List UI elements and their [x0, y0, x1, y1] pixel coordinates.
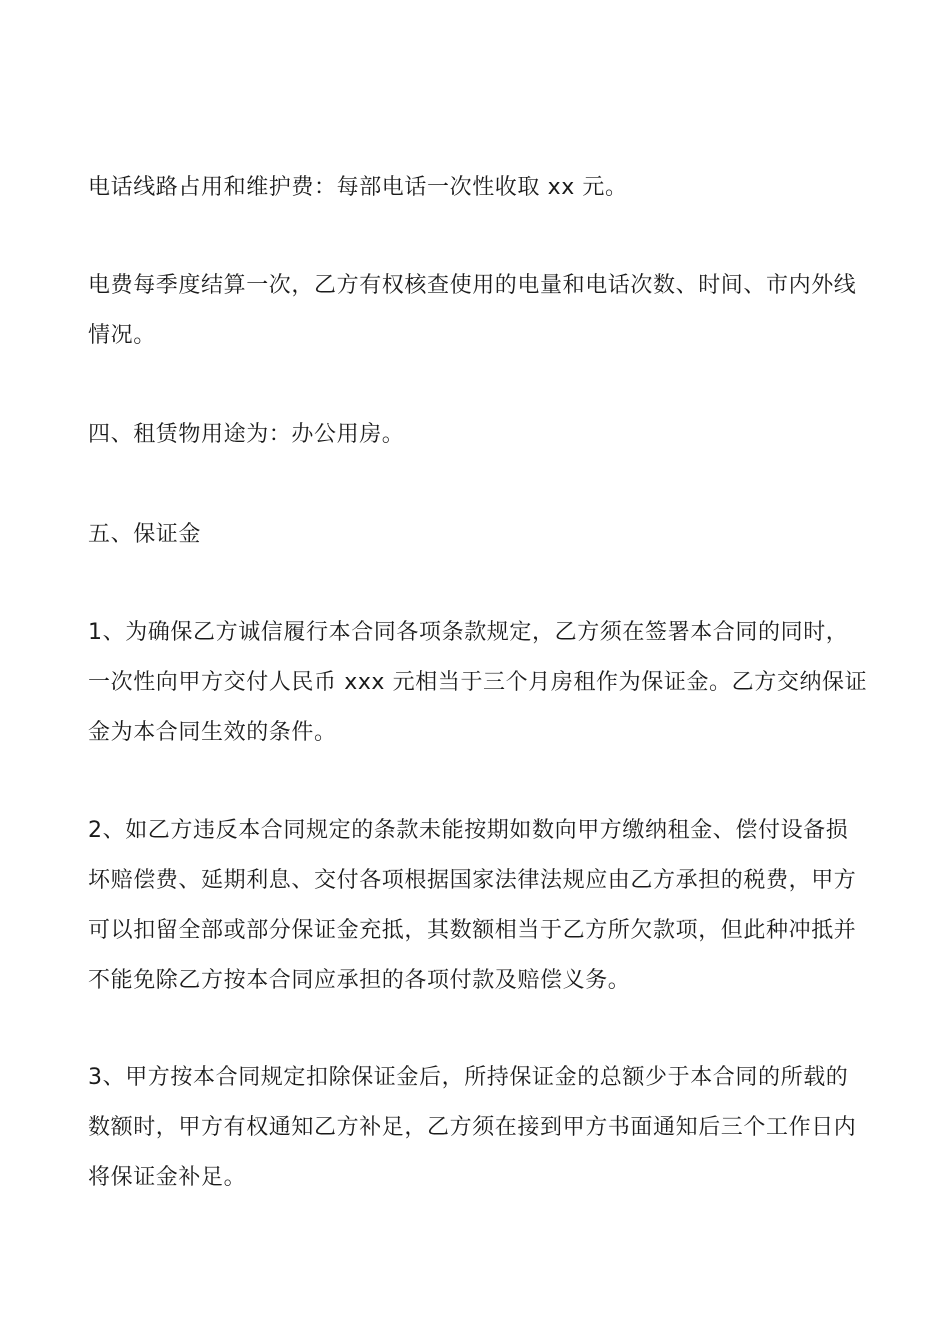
paragraph-phone-line-fee: 电话线路占用和维护费：每部电话一次性收取 xx 元。	[88, 175, 628, 200]
paragraph-electricity-billing: 电费每季度结算一次，乙方有权核查使用的电量和电话次数、时间、市内外线情况。	[88, 273, 857, 348]
section-heading-deposit: 五、保证金	[88, 522, 202, 547]
clause-deposit-1: 1、为确保乙方诚信履行本合同各项条款规定，乙方须在签署本合同的同时，一次性向甲方交付人民币 xxx 元相当于三个月房租作为保证金。乙方交纳保证金为本合同生效的条件。	[88, 620, 868, 745]
section-heading-lease-use: 四、租赁物用途为：办公用房。	[88, 422, 405, 447]
clause-deposit-2: 2、如乙方违反本合同规定的条款未能按期如数向甲方缴纳租金、偿付设备损坏赔偿费、延期利息、交付各项根据国家法律法规应由乙方承担的税费，甲方可以扣留全部或部分保证金充抵，其数额相当于乙方所欠款项，但此种冲抵并不能免除乙方按本合同应承担的各项付款及赔偿义务。	[88, 818, 857, 993]
clause-deposit-3: 3、甲方按本合同规定扣除保证金后，所持保证金的总额少于本合同的所载的数额时，甲方有权通知乙方补足，乙方须在接到甲方书面通知后三个工作日内将保证金补足。	[88, 1065, 857, 1190]
